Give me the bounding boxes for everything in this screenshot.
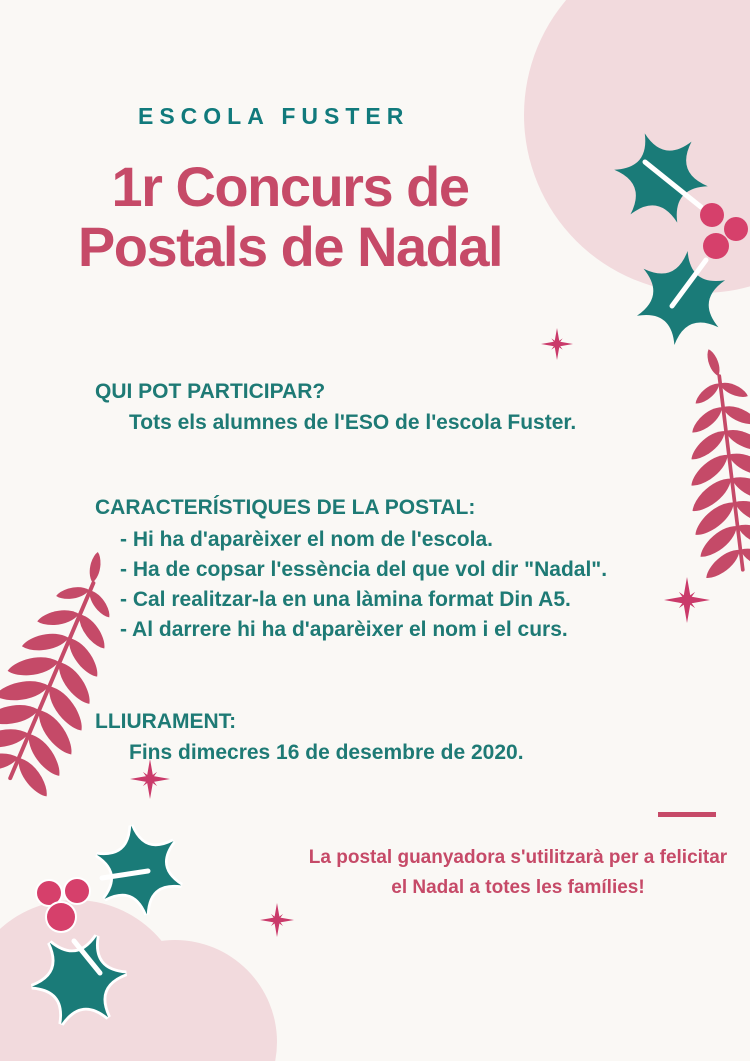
bullet-list bbox=[95, 525, 735, 645]
section-lliurament bbox=[95, 706, 715, 768]
section-participar bbox=[95, 376, 715, 438]
bullet-item: - Al darrere hi ha d'aparèixer el nom i el curs. bbox=[120, 618, 568, 641]
footer-note: La postal guanyadora s'utilitzarà per a felicitar el Nadal a totes les famílies! bbox=[308, 847, 728, 898]
section-caracteristiques-heading: CARACTERÍSTIQUES DE LA POSTAL: bbox=[95, 496, 476, 519]
divider-line bbox=[658, 812, 716, 817]
section-participar-heading: QUI POT PARTICIPAR? bbox=[95, 380, 326, 403]
sparkle-icon bbox=[260, 903, 294, 937]
section-lliurament-heading: LLIURAMENT: bbox=[95, 710, 237, 733]
brand-text: ESCOLA FUSTER bbox=[138, 103, 410, 129]
page-title-line1: 1r Concurs de bbox=[111, 155, 469, 218]
section-participar-body: Tots els alumnes de l'ESO de l'escola Fuster. bbox=[129, 411, 577, 434]
page-title-line2: Postals de Nadal bbox=[77, 215, 503, 278]
section-caracteristiques bbox=[95, 493, 735, 645]
bullet-item: - Hi ha d'aparèixer el nom de l'escola. bbox=[120, 528, 493, 551]
page-title bbox=[30, 157, 550, 277]
sparkle-icon bbox=[541, 328, 573, 360]
bullet-item: - Ha de copsar l'essència del que vol dir "Nadal". bbox=[120, 558, 608, 581]
section-lliurament-body: Fins dimecres 16 de desembre de 2020. bbox=[129, 741, 524, 764]
bullet-item: - Cal realitzar-la en una làmina format Din A5. bbox=[120, 588, 571, 611]
